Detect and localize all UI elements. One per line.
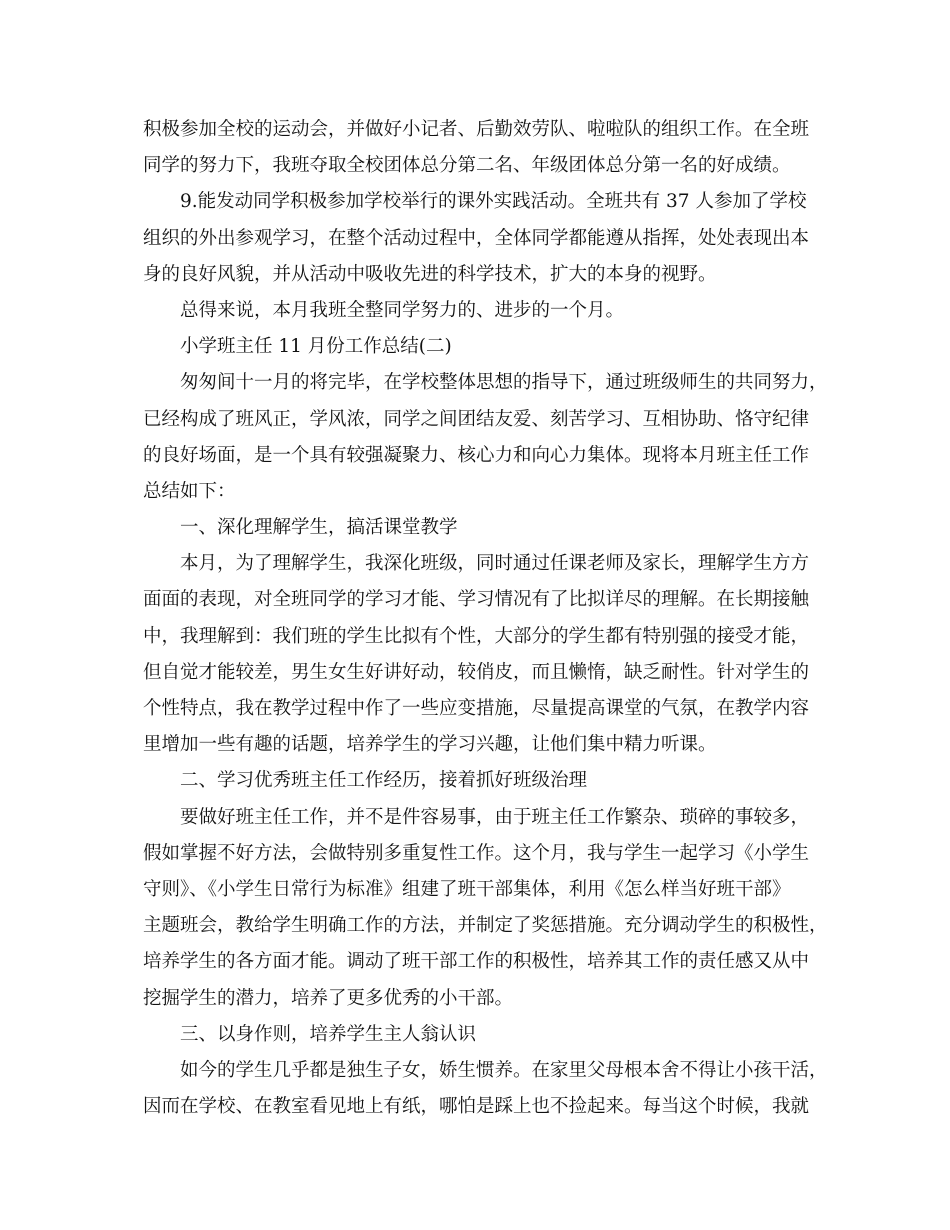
text-line: 已经构成了班风正，学风浓，同学之间团结友爱、刻苦学习、互相协助、恪守纪律 [143, 408, 810, 430]
text-line: 守则》、《小学生日常行为标准》组建了班干部集体，利用《怎么样当好班干部》 [143, 878, 791, 900]
text-line: 总得来说，本月我班全整同学努力的、进步的一个月。 [180, 299, 625, 321]
text-line: 三、以身作则，培养学生主人翁认识 [180, 1023, 477, 1045]
text-line: 小学班主任 11 月份工作总结(二) [180, 336, 452, 358]
text-line: 因而在学校、在教室看见地上有纸，哪怕是踩上也不捡起来。每当这个时候，我就 [143, 1096, 810, 1118]
text-line: 如今的学生几乎都是独生子女，娇生惯养。在家里父母根本舍不得让小孩干活， [180, 1059, 828, 1081]
document-body [143, 112, 828, 1125]
text-line: 个性特点，我在教学过程中作了一些应变措施，尽量提高课堂的气氛，在教学内容 [143, 698, 810, 719]
text-line: 身的良好风貌，并从活动中吸收先进的科学技术，扩大的本身的视野。 [143, 263, 717, 285]
text-line: 9.能发动同学积极参加学校举行的课外实践活动。全班共有 37 人参加了学校 [180, 191, 807, 213]
text-line: 主题班会，教给学生明确工作的方法，并制定了奖惩措施。充分调动学生的积极性， [143, 915, 828, 937]
text-line: 挖掘学生的潜力，培养了更多优秀的小干部。 [143, 987, 514, 1009]
text-line: 积极参加全校的运动会，并做好小记者、后勤效劳队、啦啦队的组织工作。在全班 [143, 119, 810, 140]
text-line: 一、深化理解学生，搞活课堂教学 [180, 517, 458, 539]
text-line: 本月，为了理解学生，我深化班级，同时通过任课老师及家长，理解学生方方 [180, 553, 810, 575]
text-line: 培养学生的各方面才能。调动了班干部工作的积极性，培养其工作的责任感又从中 [143, 951, 810, 973]
text-line: 总结如下： [143, 480, 236, 502]
text-line: 同学的努力下，我班夺取全校团体总分第二名、年级团体总分第一名的好成绩。 [143, 155, 791, 177]
text-line: 的良好场面，是一个具有较强凝聚力、核心力和向心力集体。现将本月班主任工作 [143, 444, 810, 466]
text-line: 但自觉才能较差，男生女生好讲好动，较俏皮，而且懒惰，缺乏耐性。针对学生的 [143, 661, 810, 683]
text-line: 要做好班主任工作，并不是件容易事，由于班主任工作繁杂、琐碎的事较多， [180, 806, 810, 828]
text-line: 假如掌握不好方法，会做特别多重复性工作。这个月，我与学生一起学习《小学生 [143, 842, 810, 864]
text-line: 匆匆间十一月的将完毕，在学校整体思想的指导下，通过班级师生的共同努力， [180, 372, 828, 394]
text-line: 里增加一些有趣的话题，培养学生的学习兴趣，让他们集中精力听课。 [143, 734, 717, 756]
text-line: 组织的外出参观学习，在整个活动过程中，全体同学都能遵从指挥，处处表现出本 [143, 227, 810, 249]
text-line: 二、学习优秀班主任工作经历，接着抓好班级治理 [180, 770, 588, 792]
text-line: 面面的表现，对全班同学的学习才能、学习情况有了比拟详尽的理解。在长期接触 [143, 589, 810, 611]
text-line: 中，我理解到：我们班的学生比拟有个性，大部分的学生都有特别强的接受才能， [143, 625, 810, 647]
